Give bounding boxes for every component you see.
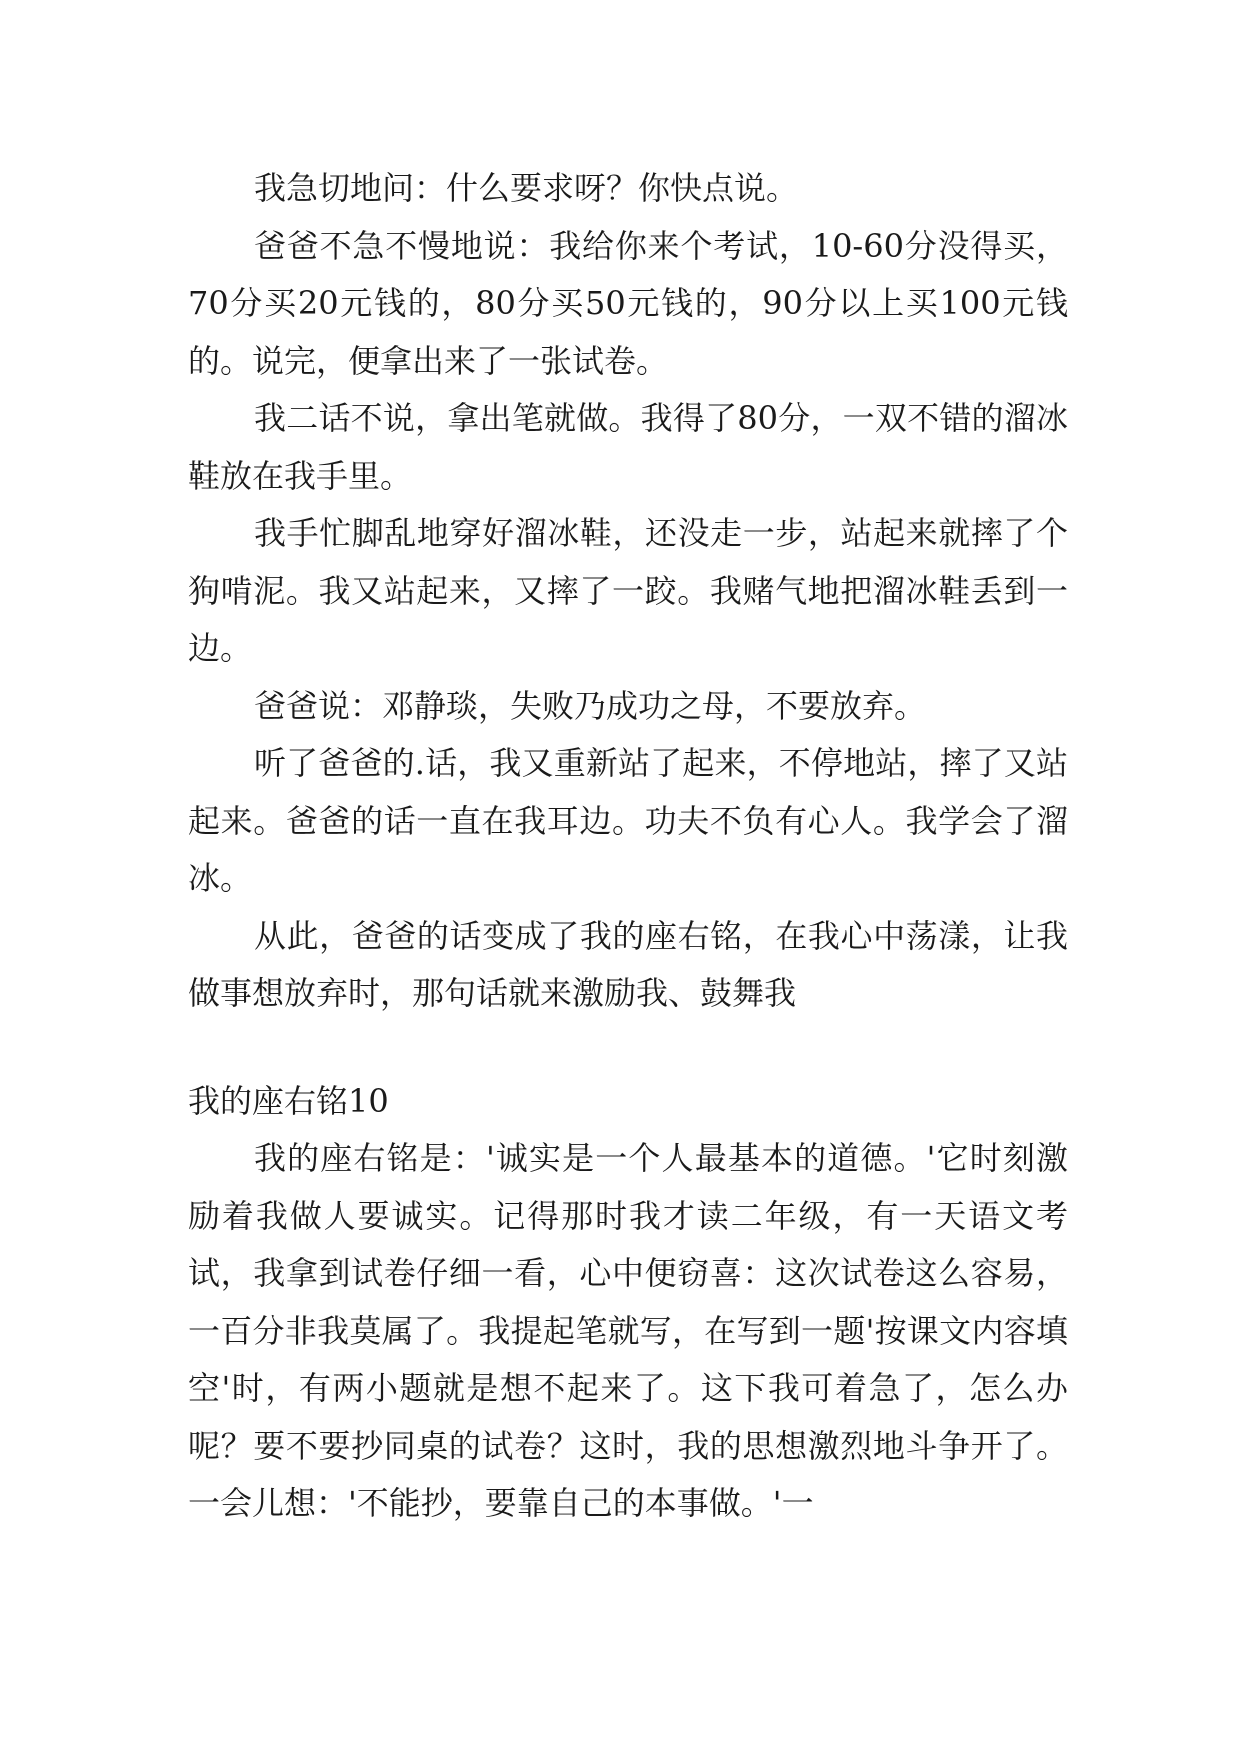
- paragraph: 我二话不说，拿出笔就做。我得了80分，一双不错的溜冰鞋放在我手里。: [188, 399, 1068, 495]
- section-gap: [188, 1023, 1068, 1073]
- paragraph: 爸爸不急不慢地说：我给你来个考试，10-60分没得买，70分买20元钱的，80分买50元钱的，90分以上买100元钱的。说完，便拿出来了一张试卷。: [188, 226, 1068, 380]
- document-body: [188, 160, 1068, 1533]
- paragraph: 我的座右铭是：'诚实是一个人最基本的道德。'它时刻激励着我做人要诚实。记得那时我才读二年级，有一天语文考试，我拿到试卷仔细一看，心中便窃喜：这次试卷这么容易，一百分非我莫属了。我提起笔就写，在写到一题'按课文内容填空'时，有两小题就是想不起来了。这下我可着急了，怎么办呢？要不要抄同桌的试卷？这时，我的思想激烈地斗争开了。一会儿想：'不能抄，要靠自己的本事做。'一: [188, 1139, 1068, 1522]
- section-heading: 我的座右铭10: [188, 1081, 389, 1120]
- paragraph: 爸爸说：邓静琰，失败乃成功之母，不要放弃。: [254, 686, 927, 725]
- paragraph: 从此，爸爸的话变成了我的座右铭，在我心中荡漾，让我做事想放弃时，那句话就来激励我、鼓舞我: [188, 916, 1068, 1012]
- paragraph: 我手忙脚乱地穿好溜冰鞋，还没走一步，站起来就摔了个狗啃泥。我又站起来，又摔了一跤。我赌气地把溜冰鞋丢到一边。: [188, 514, 1068, 667]
- paragraph: 我急切地问：什么要求呀？你快点说。: [254, 169, 799, 207]
- paragraph: 听了爸爸的.话，我又重新站了起来，不停地站，摔了又站起来。爸爸的话一直在我耳边。功夫不负有心人。我学会了溜冰。: [188, 744, 1068, 897]
